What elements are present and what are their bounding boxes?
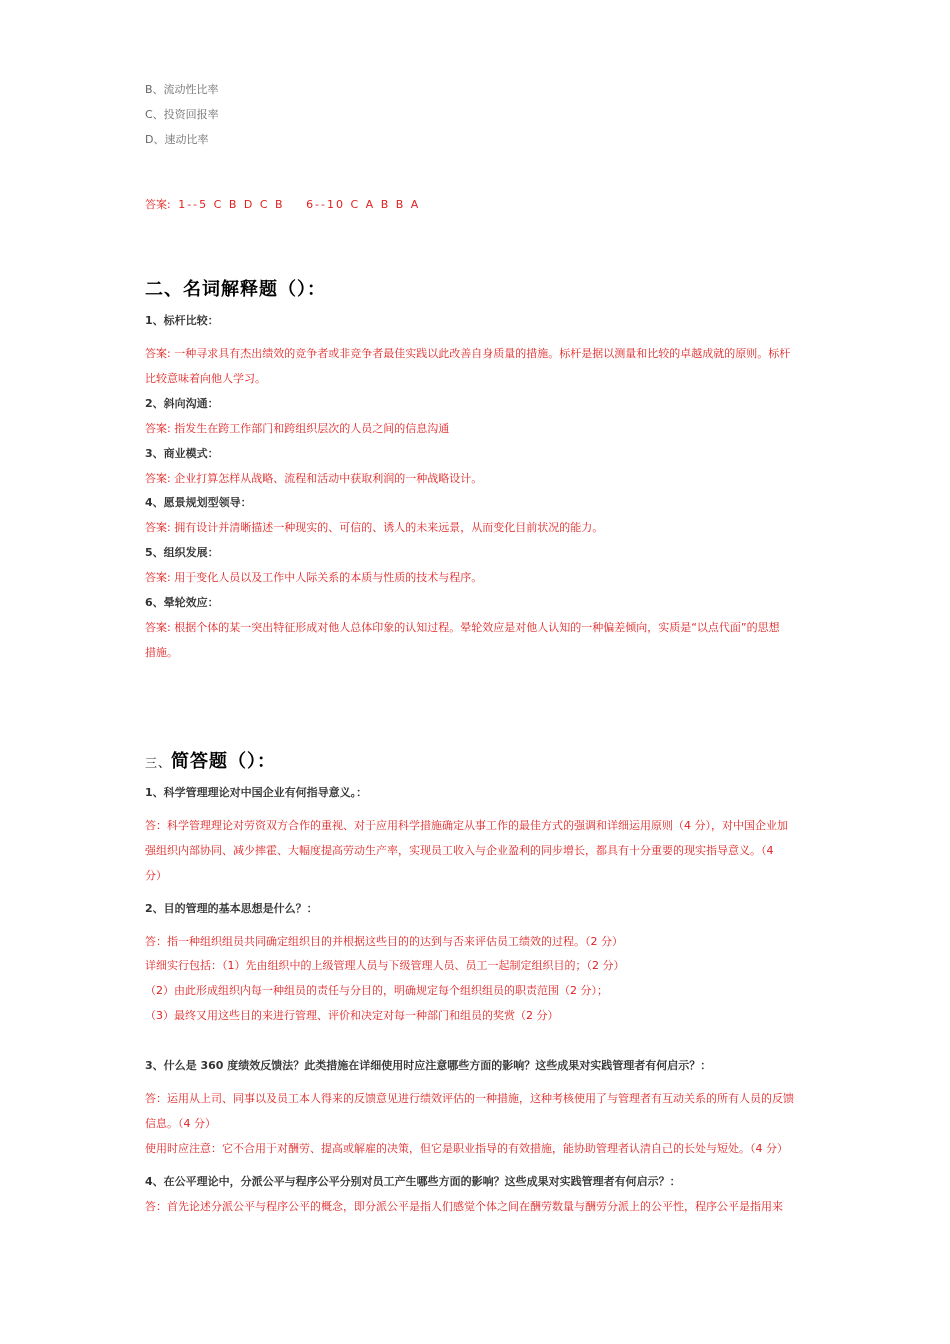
s2-a3: 答案: 企业打算怎样从战略、流程和活动中获取利润的一种战略设计。	[145, 472, 483, 485]
mc-answer-part2: 6--10 C A B B A	[306, 198, 421, 211]
s2-q5: 5、组织发展：	[145, 546, 219, 559]
mc-answer-prefix: 答案:	[145, 198, 171, 211]
s3-a2-line3: （2）由此形成组织内每一种组员的责任与分目的，明确规定每个组织组员的职责范围（2 分）；	[145, 984, 608, 997]
section3-title-text: 简答题（）：	[171, 751, 277, 772]
s3-a3-line3: 使用时应注意：它不合用于对酬劳、提高或解雇的决策，但它是职业指导的有效措施，能协助管理者认清自己的长处与短处。（4 分）	[145, 1142, 788, 1155]
s3-a3-line1: 答：运用从上司、同事以及员工本人得来的反馈意见进行绩效评估的一种措施，这种考核使用了与管理者有互动关系的所有人员的反馈	[145, 1092, 794, 1105]
section3-title-prefix: 三、	[145, 756, 172, 770]
section2-title: 二、名词解释题（）：	[145, 279, 326, 300]
s3-q1: 1、科学管理理论对中国企业有何指导意义。：	[145, 786, 368, 799]
s3-a4-line1: 答：首先论述分派公平与程序公平的概念，即分派公平是指人们感觉个体之间在酬劳数量与酬劳分派上的公平性，程序公平是指用来	[145, 1200, 783, 1213]
s3-q2: 2、目的管理的基本思想是什么？：	[145, 902, 318, 915]
s2-a2: 答案: 指发生在跨工作部门和跨组织层次的人员之间的信息沟通	[145, 422, 450, 435]
s3-a2-line1: 答：指一种组织组员共同确定组织目的并根据这些目的的达到与否来评估员工绩效的过程。（2 分）	[145, 935, 623, 948]
s2-q3: 3、商业模式：	[145, 447, 219, 460]
section3-title	[145, 747, 276, 773]
s3-a1-line2: 强组织内部协同、减少摔霍、大幅度提高劳动生产率，实现员工收入与企业盈利的同步增长，都具有十分重要的现实指导意义。（4	[145, 844, 774, 857]
mc-answer	[145, 196, 420, 212]
s2-a1-line2: 比较意味着向他人学习。	[145, 372, 266, 385]
s3-a1-line3: 分）	[145, 869, 167, 882]
s3-a2-line4: （3）最终又用这些目的来进行管理、评价和决定对每一种部门和组员的奖赏（2 分）	[145, 1009, 559, 1022]
mc-answer-part1: 1--5 C B D C B	[178, 198, 285, 211]
s2-q4: 4、愿景规划型领导：	[145, 496, 252, 509]
s2-a1-line1: 答案: 一种寻求具有杰出绩效的竞争者或非竞争者最佳实践以此改善自身质量的措施。标杆是据以测量和比较的卓越成就的原则。标杆	[145, 347, 791, 360]
s3-q3: 3、什么是 360 度绩效反馈法？此类措施在详细使用时应注意哪些方面的影响？这些成果对实践管理者有何启示？：	[145, 1059, 712, 1072]
s2-q1: 1、标杆比较：	[145, 314, 219, 327]
s2-a6-line1: 答案: 根据个体的某一突出特征形成对他人总体印象的认知过程。晕轮效应是对他人认知的一种偏差倾向，实质是“以点代面”的思想	[145, 621, 780, 634]
option-c: C、投资回报率	[145, 108, 219, 121]
s2-a6-line2: 措施。	[145, 646, 178, 659]
s3-a2-line2: 详细实行包括：（1）先由组织中的上级管理人员与下级管理人员、员工一起制定组织目的；（2 分）	[145, 959, 625, 972]
s2-q2: 2、斜向沟通：	[145, 397, 219, 410]
s2-q6: 6、晕轮效应：	[145, 596, 219, 609]
option-d: D、速动比率	[145, 133, 209, 146]
s2-a4: 答案: 拥有设计并清晰描述一种现实的、可信的、诱人的未来远景，从而变化目前状况的能力。	[145, 521, 604, 534]
s3-q4: 4、在公平理论中，分派公平与程序公平分别对员工产生哪些方面的影响？这些成果对实践管理者有何启示？：	[145, 1175, 681, 1188]
s3-a1-line1: 答：科学管理理论对劳资双方合作的重视、对于应用科学措施确定从事工作的最佳方式的强调和详细运用原则（4 分），对中国企业加	[145, 819, 788, 832]
s3-a3-line2: 信息。（4 分）	[145, 1117, 216, 1130]
s2-a5: 答案: 用于变化人员以及工作中人际关系的本质与性质的技术与程序。	[145, 571, 483, 584]
option-b: B、流动性比率	[145, 83, 219, 96]
